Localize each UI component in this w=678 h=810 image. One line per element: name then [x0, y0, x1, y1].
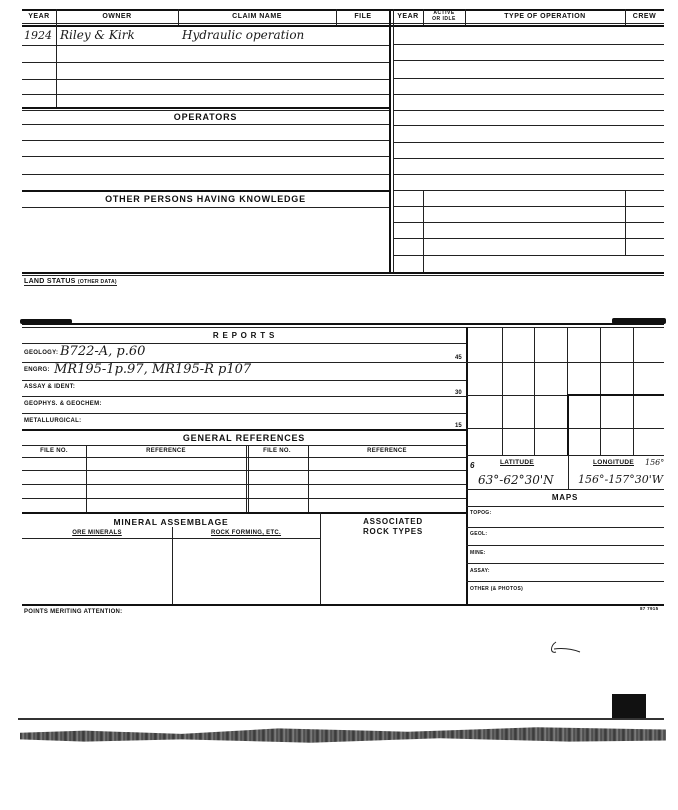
metallurgical-label: METALLURGICAL:	[24, 418, 82, 424]
pen-mark	[548, 640, 588, 664]
longitude-value: 156°-157°30'W	[578, 473, 664, 486]
land-status-label	[24, 278, 117, 286]
lat-deg-prefix: 6	[470, 461, 475, 470]
header-claim-name: CLAIM NAME	[232, 13, 282, 20]
operators-title: OPERATORS	[173, 112, 238, 122]
long-deg-suffix: 156°	[645, 458, 665, 467]
header-type-of-operation: TYPE OF OPERATION	[504, 13, 586, 20]
rock-forming-label: ROCK FORMING, ETC.	[210, 530, 282, 536]
engrg-value: MR195-1p.97, MR195-R p107	[54, 362, 252, 377]
engrg-label: ENGRG:	[24, 367, 50, 373]
scale-45: 45	[455, 355, 462, 361]
geophys-geochem-label: GEOPHYS. & GEOCHEM:	[24, 401, 102, 407]
maps-other-label: OTHER (& PHOTOS)	[470, 586, 524, 592]
longitude-label: LONGITUDE	[593, 459, 634, 466]
maps-geol-label: GEOL:	[470, 531, 488, 537]
row1-owner: Riley & Kirk	[60, 28, 135, 42]
associated-line2: ROCK TYPES	[362, 527, 423, 536]
header-active-idle	[423, 10, 465, 22]
maps-mine-label: MINE:	[470, 550, 486, 556]
geology-value: B722-A, p.60	[60, 344, 146, 359]
maps-topog-label: TOPOG:	[470, 510, 492, 516]
land-status-title: LAND STATUS	[24, 278, 76, 285]
header-owner: OWNER	[102, 13, 132, 20]
header-year: YEAR	[28, 13, 50, 20]
reports-title: R E P O R T S	[212, 331, 276, 340]
maps-assay-label: ASSAY:	[470, 568, 490, 574]
gr-header-reference-2: REFERENCE	[367, 448, 407, 454]
gr-header-file-no-2: FILE NO.	[263, 448, 291, 454]
associated-line1: ASSOCIATED	[363, 517, 423, 526]
latitude-label: LATITUDE	[500, 459, 535, 466]
geology-label: GEOLOGY:	[24, 350, 59, 356]
scale-15: 15	[455, 423, 462, 429]
header-year-right: YEAR	[397, 13, 419, 20]
row1-claim-name: Hydraulic operation	[182, 28, 305, 42]
gr-header-file-no-1: FILE NO.	[40, 448, 68, 454]
form-number: 87 7915	[640, 606, 659, 611]
row1-year: 1924	[24, 29, 52, 42]
header-file: FILE	[354, 13, 372, 20]
ore-minerals-label: ORE MINERALS	[72, 530, 122, 536]
assay-ident-label: ASSAY & IDENT:	[24, 384, 76, 390]
gr-header-reference-1: REFERENCE	[146, 448, 186, 454]
scale-30: 30	[455, 390, 462, 396]
associated-rock-types-title	[320, 517, 466, 537]
header-crew: CREW	[632, 13, 657, 20]
header-active-line2: OR IDLE	[432, 16, 456, 22]
other-persons-title: OTHER PERSONS HAVING KNOWLEDGE	[105, 194, 306, 204]
latitude-value: 63°-62°30'N	[478, 473, 554, 487]
maps-title: MAPS	[551, 493, 579, 502]
land-status-sub: (OTHER DATA)	[77, 279, 117, 285]
points-meriting-attention-label: POINTS MERITING ATTENTION:	[24, 609, 123, 615]
mineral-assemblage-title: MINERAL ASSEMBLAGE	[113, 517, 229, 527]
header-active-line1: ACTIVE	[433, 10, 455, 16]
general-references-title: GENERAL REFERENCES	[182, 433, 306, 443]
